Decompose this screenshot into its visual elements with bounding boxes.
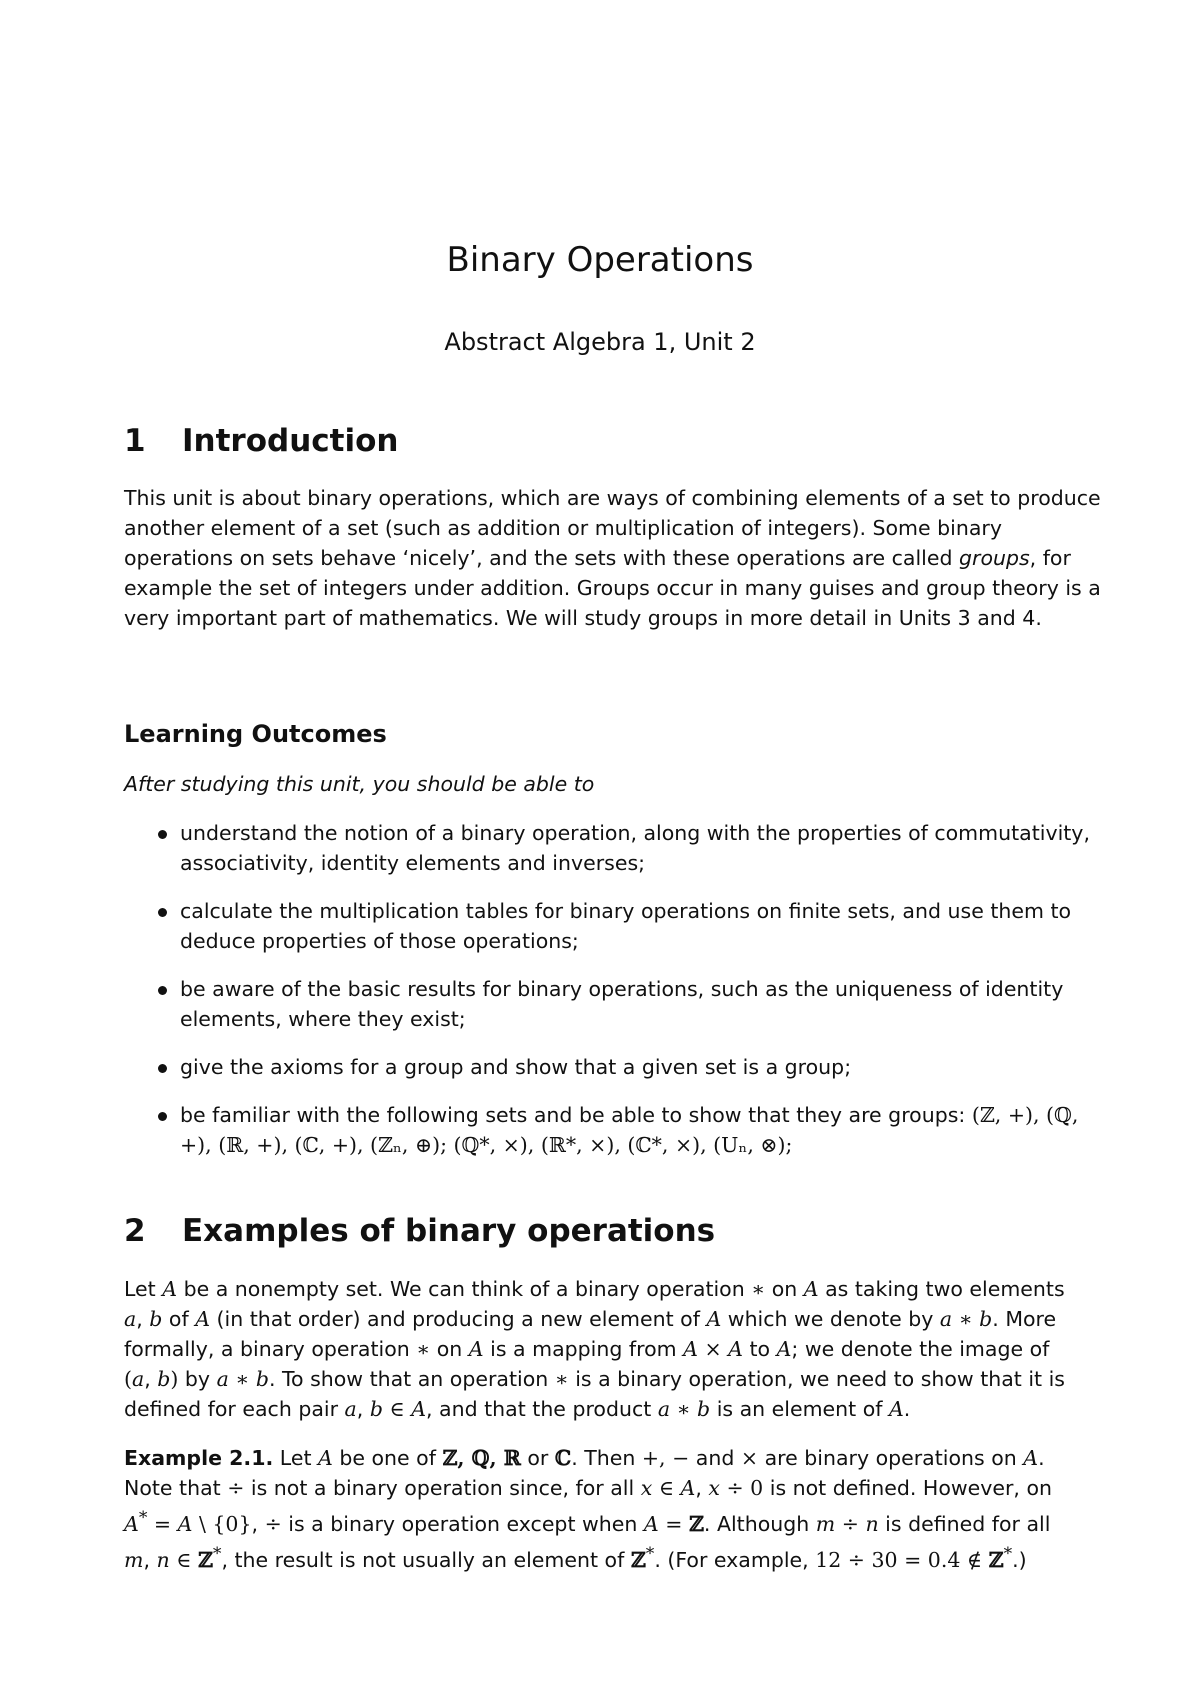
learning-outcomes-lead: After studying this unit, you should be able to bbox=[124, 772, 595, 796]
section-title: Introduction bbox=[182, 423, 399, 459]
intro-text-1: This unit is about binary operations, which are ways of combining elements of a set to produce another element of a set (such as addition or multiplication of integers). Some binary operations on sets behave ‘nicely’, and the sets with these operations are called bbox=[124, 486, 1101, 570]
groups-list-math: (ℤ, +), (ℚ, +), (ℝ, +), (ℂ, +), (ℤₙ, ⊕); (ℚ*, ×), (ℝ*, ×), (ℂ*, ×), (Uₙ, ⊗); bbox=[180, 1103, 1079, 1157]
bullet-icon bbox=[158, 1112, 167, 1121]
list-item-text: calculate the multiplication tables for binary operations on finite sets, and use them to deduce properties of those operations; bbox=[180, 899, 1072, 953]
intro-paragraph bbox=[124, 483, 1104, 633]
document-title: Binary Operations bbox=[446, 240, 754, 280]
example-2-1-paragraph: Example 2.1. Let A be one of ℤ, ℚ, ℝ or ℂ. Then +, − and × are binary operations on A. Note that ÷ is not a binary operation since, for all x ∈ A, x ÷ 0 is not defined. However, on A* = A \ {0}, ÷ is a binary operation except when A = ℤ. Although m ÷ n is defined for all m, n ∈ ℤ*, the result is not usually an element of ℤ*. (For example, 12 ÷ 30 = 0.4 ∉ ℤ*.) bbox=[124, 1446, 1052, 1572]
list-item bbox=[124, 974, 1104, 1034]
example-label: Example 2.1. bbox=[124, 1446, 274, 1470]
section-title: Examples of binary operations bbox=[182, 1213, 716, 1249]
list-item-text: understand the notion of a binary operation, along with the properties of commutativity, associativity, identity elements and inverses; bbox=[180, 821, 1090, 875]
intro-emphasis-groups: groups bbox=[959, 546, 1030, 570]
list-item-text: give the axioms for a group and show that a given set is a group; bbox=[180, 1055, 852, 1079]
list-item-text: be familiar with the following sets and be able to show that they are groups: bbox=[180, 1103, 966, 1127]
list-item bbox=[124, 818, 1104, 878]
list-item bbox=[124, 896, 1104, 956]
list-item-text: be aware of the basic results for binary operations, such as the uniqueness of identity elements, where they exist; bbox=[180, 977, 1064, 1031]
document-subtitle: Abstract Algebra 1, Unit 2 bbox=[444, 328, 756, 356]
list-item bbox=[124, 1100, 1104, 1160]
bullet-icon bbox=[158, 1064, 167, 1073]
section-heading-examples bbox=[124, 1213, 1084, 1249]
bullet-icon bbox=[158, 986, 167, 995]
list-item bbox=[124, 1052, 1104, 1082]
learning-outcomes-heading: Learning Outcomes bbox=[124, 720, 387, 748]
intro-text-2: , for example the set of integers under addition. Groups occur in many guises and group theory is a very important part of mathematics. We will study groups in more detail in Units 3 and 4. bbox=[124, 546, 1101, 630]
bullet-icon bbox=[158, 830, 167, 839]
section-heading-introduction bbox=[124, 423, 1084, 459]
section-number: 2 bbox=[124, 1213, 146, 1249]
learning-outcomes-list bbox=[124, 818, 1104, 1178]
bullet-icon bbox=[158, 908, 167, 917]
section-number: 1 bbox=[124, 423, 146, 459]
examples-intro-paragraph: Let A be a nonempty set. We can think of a binary operation ∗ on A as taking two elements a, b of A (in that order) and producing a new element of A which we denote by a ∗ b. More formally, a binary operation ∗ on A is a mapping from A × A to A; we denote the image of (a, b) by a ∗ b. To show that an operation ∗ is a binary operation, we need to show that it is defined for each pair a, b ∈ A, and that the product a ∗ b is an element of A. bbox=[124, 1277, 1065, 1421]
